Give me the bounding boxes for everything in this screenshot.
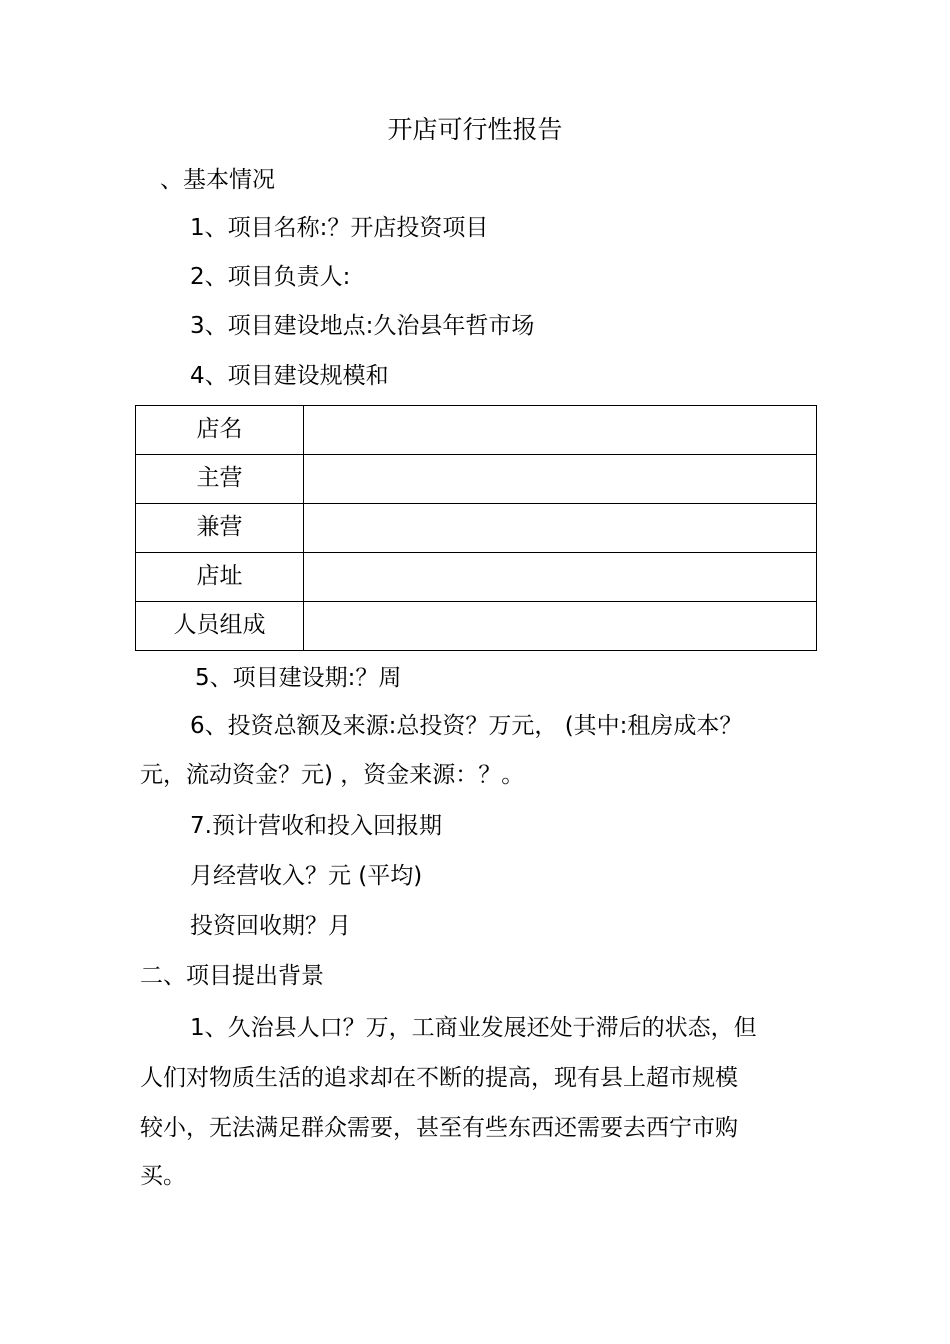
- item-payback-period: 投资回收期？月: [190, 913, 351, 939]
- table-value-staff: [304, 602, 817, 651]
- table-row: [136, 406, 817, 455]
- item-monthly-income: 月经营收入？元 (平均): [190, 863, 423, 889]
- table-value-store-name: [304, 406, 817, 455]
- item-investment-line1: 6、投资总额及来源:总投资？万元， (其中:租房成本？: [190, 713, 743, 739]
- item-investment-line2: 元，流动资金？元) ，资金来源：？。: [140, 762, 525, 788]
- item-revenue-payback: 7.预计营收和投入回报期: [190, 813, 442, 839]
- table-row: [136, 504, 817, 553]
- paragraph-background-line1: 1、久治县人口？万，工商业发展还处于滞后的状态，但: [190, 1015, 757, 1041]
- paragraph-background-line2: 人们对物质生活的追求却在不断的提高，现有县上超市规模: [140, 1065, 738, 1091]
- table-row: [136, 602, 817, 651]
- table-value-main-business: [304, 455, 817, 504]
- store-info-table: [135, 405, 817, 651]
- table-label-side-business: 兼营: [136, 504, 304, 553]
- section-heading-basic-info: 、基本情况: [160, 167, 275, 193]
- paragraph-background-line4: 买。: [140, 1163, 186, 1189]
- document-title: 开店可行性报告: [387, 115, 563, 144]
- item-project-location: 3、项目建设地点:久治县年哲市场: [190, 313, 535, 339]
- table-row: [136, 553, 817, 602]
- paragraph-background-line3: 较小，无法满足群众需要，甚至有些东西还需要去西宁市购: [140, 1115, 738, 1141]
- table-value-side-business: [304, 504, 817, 553]
- table-value-store-address: [304, 553, 817, 602]
- item-project-name: 1、项目名称:？开店投资项目: [190, 215, 489, 241]
- table-row: [136, 455, 817, 504]
- item-construction-period: 5、项目建设期:？周: [195, 665, 402, 691]
- table-label-store-name: 店名: [136, 406, 304, 455]
- table-label-main-business: 主营: [136, 455, 304, 504]
- table-label-store-address: 店址: [136, 553, 304, 602]
- section-heading-background: 二、项目提出背景: [140, 963, 324, 989]
- item-project-leader: 2、项目负责人:: [190, 264, 351, 290]
- item-project-scale: 4、项目建设规模和: [190, 363, 389, 389]
- table-label-staff: 人员组成: [136, 602, 304, 651]
